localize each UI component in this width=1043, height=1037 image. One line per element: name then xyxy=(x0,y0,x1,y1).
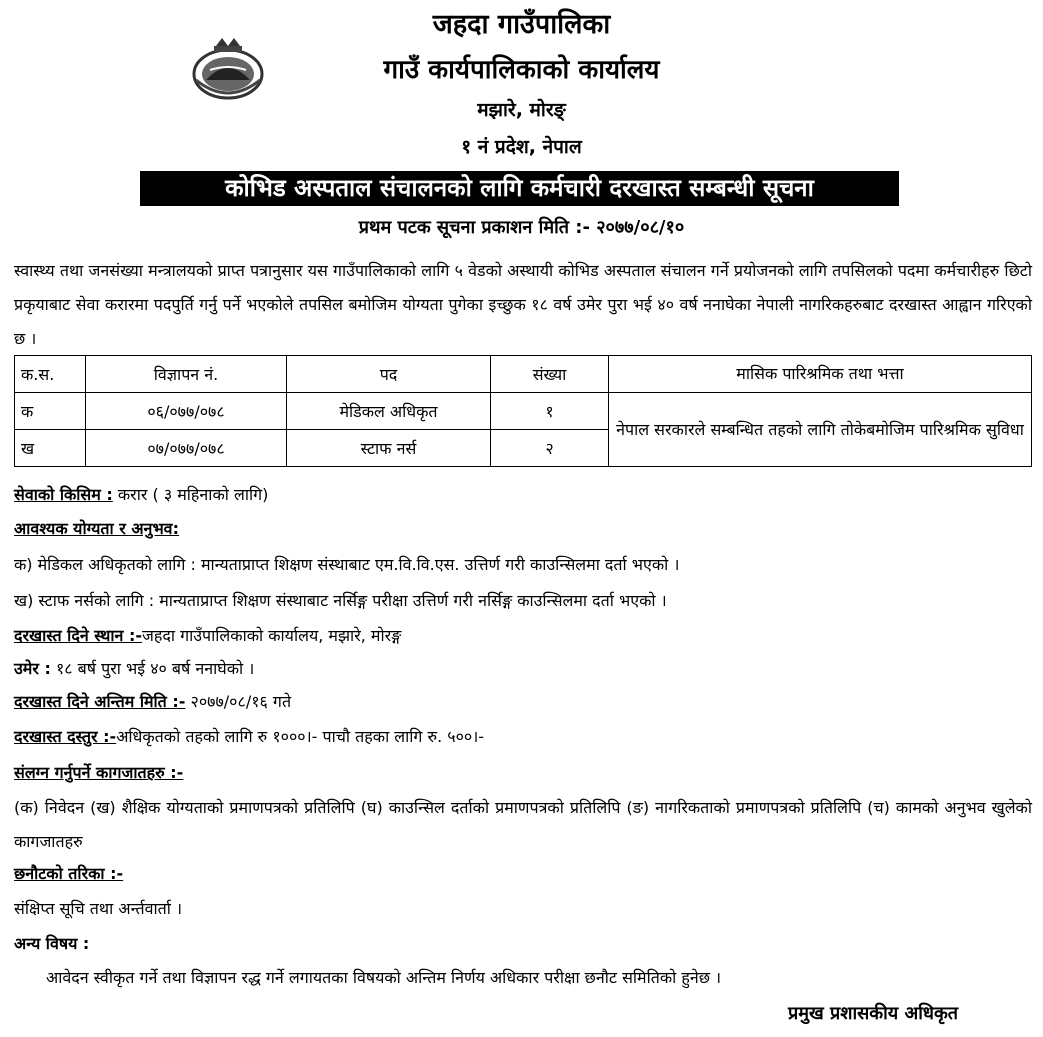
deadline-label: दरखास्त दिने अन्तिम मिति :- xyxy=(14,692,186,711)
cell-sn: क xyxy=(15,393,86,430)
documents-label: संलग्न गर्नुपर्ने कागजातहरु :- xyxy=(14,763,184,782)
documents-heading xyxy=(14,761,183,783)
qualification-label: आवश्यक योग्यता र अनुभव: xyxy=(14,519,179,538)
office-name: गाउँ कार्यपालिकाको कार्यालय xyxy=(383,55,660,85)
selection-label: छनौटको तरिका :- xyxy=(14,864,124,883)
qualification-heading xyxy=(14,517,179,539)
vacancy-table xyxy=(14,355,1032,467)
cell-ad-no: ०६/०७७/०७८ xyxy=(86,393,287,430)
col-header-salary: मासिक पारिश्रमिक तथा भत्ता xyxy=(609,356,1032,393)
place-value: जहदा गाउँपालिकाको कार्यालय, मझारे, मोरङ्ग xyxy=(142,626,402,645)
col-header-ad-no: विज्ञापन नं. xyxy=(86,356,287,393)
deadline-value: २०७७/०८/१६ गते xyxy=(185,692,292,711)
age-value: १८ बर्ष पुरा भई ४० बर्ष ननाघेको । xyxy=(50,659,255,678)
qualification-item: ख) स्टाफ नर्सको लागि : मान्यताप्राप्त शिक्षण संस्थाबाट नर्सिङ्ग परीक्षा उत्तिर्ण गरी नर्सिङ्ग काउन्सिलमा दर्ता भएको । xyxy=(14,591,667,610)
application-place xyxy=(14,624,401,646)
cell-salary: नेपाल सरकारले सम्बन्धित तहको लागि तोकेबमोजिम पारिश्रमिक सुविधा xyxy=(609,393,1032,467)
qualification-item: क) मेडिकल अधिकृतको लागि : मान्यताप्राप्त शिक्षण संस्थाबाट एम.वि.वि.एस. उत्तिर्ण गरी काउन्सिलमा दर्ता भएको । xyxy=(14,555,680,574)
fee-value: अधिकृतको तहको लागि रु १०००।- पाचौ तहका लागि रु. ५००।- xyxy=(116,727,485,746)
cell-count: २ xyxy=(491,430,609,467)
place-label: दरखास्त दिने स्थान :- xyxy=(14,626,143,645)
service-type xyxy=(14,483,268,505)
office-address: मझारे, मोरङ् xyxy=(477,99,566,121)
cell-ad-no: ०७/०७७/०७८ xyxy=(86,430,287,467)
col-header-count: संख्या xyxy=(491,356,609,393)
application-deadline xyxy=(14,690,291,712)
service-type-value: करार ( ३ महिनाको लागि) xyxy=(112,485,269,504)
signatory-title: प्रमुख प्रशासकीय अधिकृत xyxy=(788,1003,959,1024)
service-type-label: सेवाको किसिम : xyxy=(14,485,113,504)
table-header-row xyxy=(15,356,1032,393)
fee-label: दरखास्त दस्तुर :- xyxy=(14,727,117,746)
col-header-sn: क.स. xyxy=(15,356,86,393)
selection-heading xyxy=(14,862,123,884)
selection-method: संक्षिप्त सूचि तथा अर्न्तवार्ता । xyxy=(14,899,183,918)
table-row xyxy=(15,393,1032,430)
documents-list: (क) निवेदन (ख) शैक्षिक योग्यताको प्रमाणपत्रको प्रतिलिपि (घ) काउन्सिल दर्ताको प्रमाणपत्रको प्रतिलिपि (ङ) नागरिकताको प्रमाणपत्रको प्रतिलिपि (च) कामको अनुभव खुलेको कागजातहरु xyxy=(14,798,1032,851)
other-heading: अन्य विषय : xyxy=(14,934,90,953)
intro-paragraph: स्वास्थ्य तथा जनसंख्या मन्त्रालयको प्राप्त पत्रानुसार यस गाउँपालिकाको लागि ५ वेडको अस्थायी कोभिड अस्पताल संचालन गर्ने प्रयोजनको लागि तपसिलको पदमा कर्मचारीहरु छिटो प्रकृयाबाट सेवा करारमा पदपुर्ति गर्नु पर्ने भएकोले तपसिल बमोजिम योग्यता पुगेका इच्छुक १८ वर्ष उमेर पुरा भई ४० वर्ष ननाघेका नेपाली नागरिकहरुबाट दरखास्त आह्वान गरिएको छ । xyxy=(14,261,1032,348)
age-label: उमेर : xyxy=(14,659,51,678)
cell-post: मेडिकल अधिकृत xyxy=(287,393,491,430)
cell-sn: ख xyxy=(15,430,86,467)
age-requirement xyxy=(14,657,254,679)
publish-date: प्रथम पटक सूचना प्रकाशन मिति :- २०७७/०८/१० xyxy=(358,217,685,238)
notice-title: कोभिड अस्पताल संचालनको लागि कर्मचारी दरखास्त सम्बन्धी सूचना xyxy=(140,171,899,206)
col-header-post: पद xyxy=(287,356,491,393)
other-matters: आवेदन स्वीकृत गर्ने तथा विज्ञापन रद्ध गर्ने लगायतका विषयको अन्तिम निर्णय अधिकार परीक्षा छनौट समितिको हुनेछ । xyxy=(46,968,722,987)
province-name: १ नं प्रदेश, नेपाल xyxy=(461,136,582,158)
cell-post: स्टाफ नर्स xyxy=(287,430,491,467)
cell-count: १ xyxy=(491,393,609,430)
application-fee xyxy=(14,725,484,747)
org-name: जहदा गाउँपालिका xyxy=(432,9,611,40)
